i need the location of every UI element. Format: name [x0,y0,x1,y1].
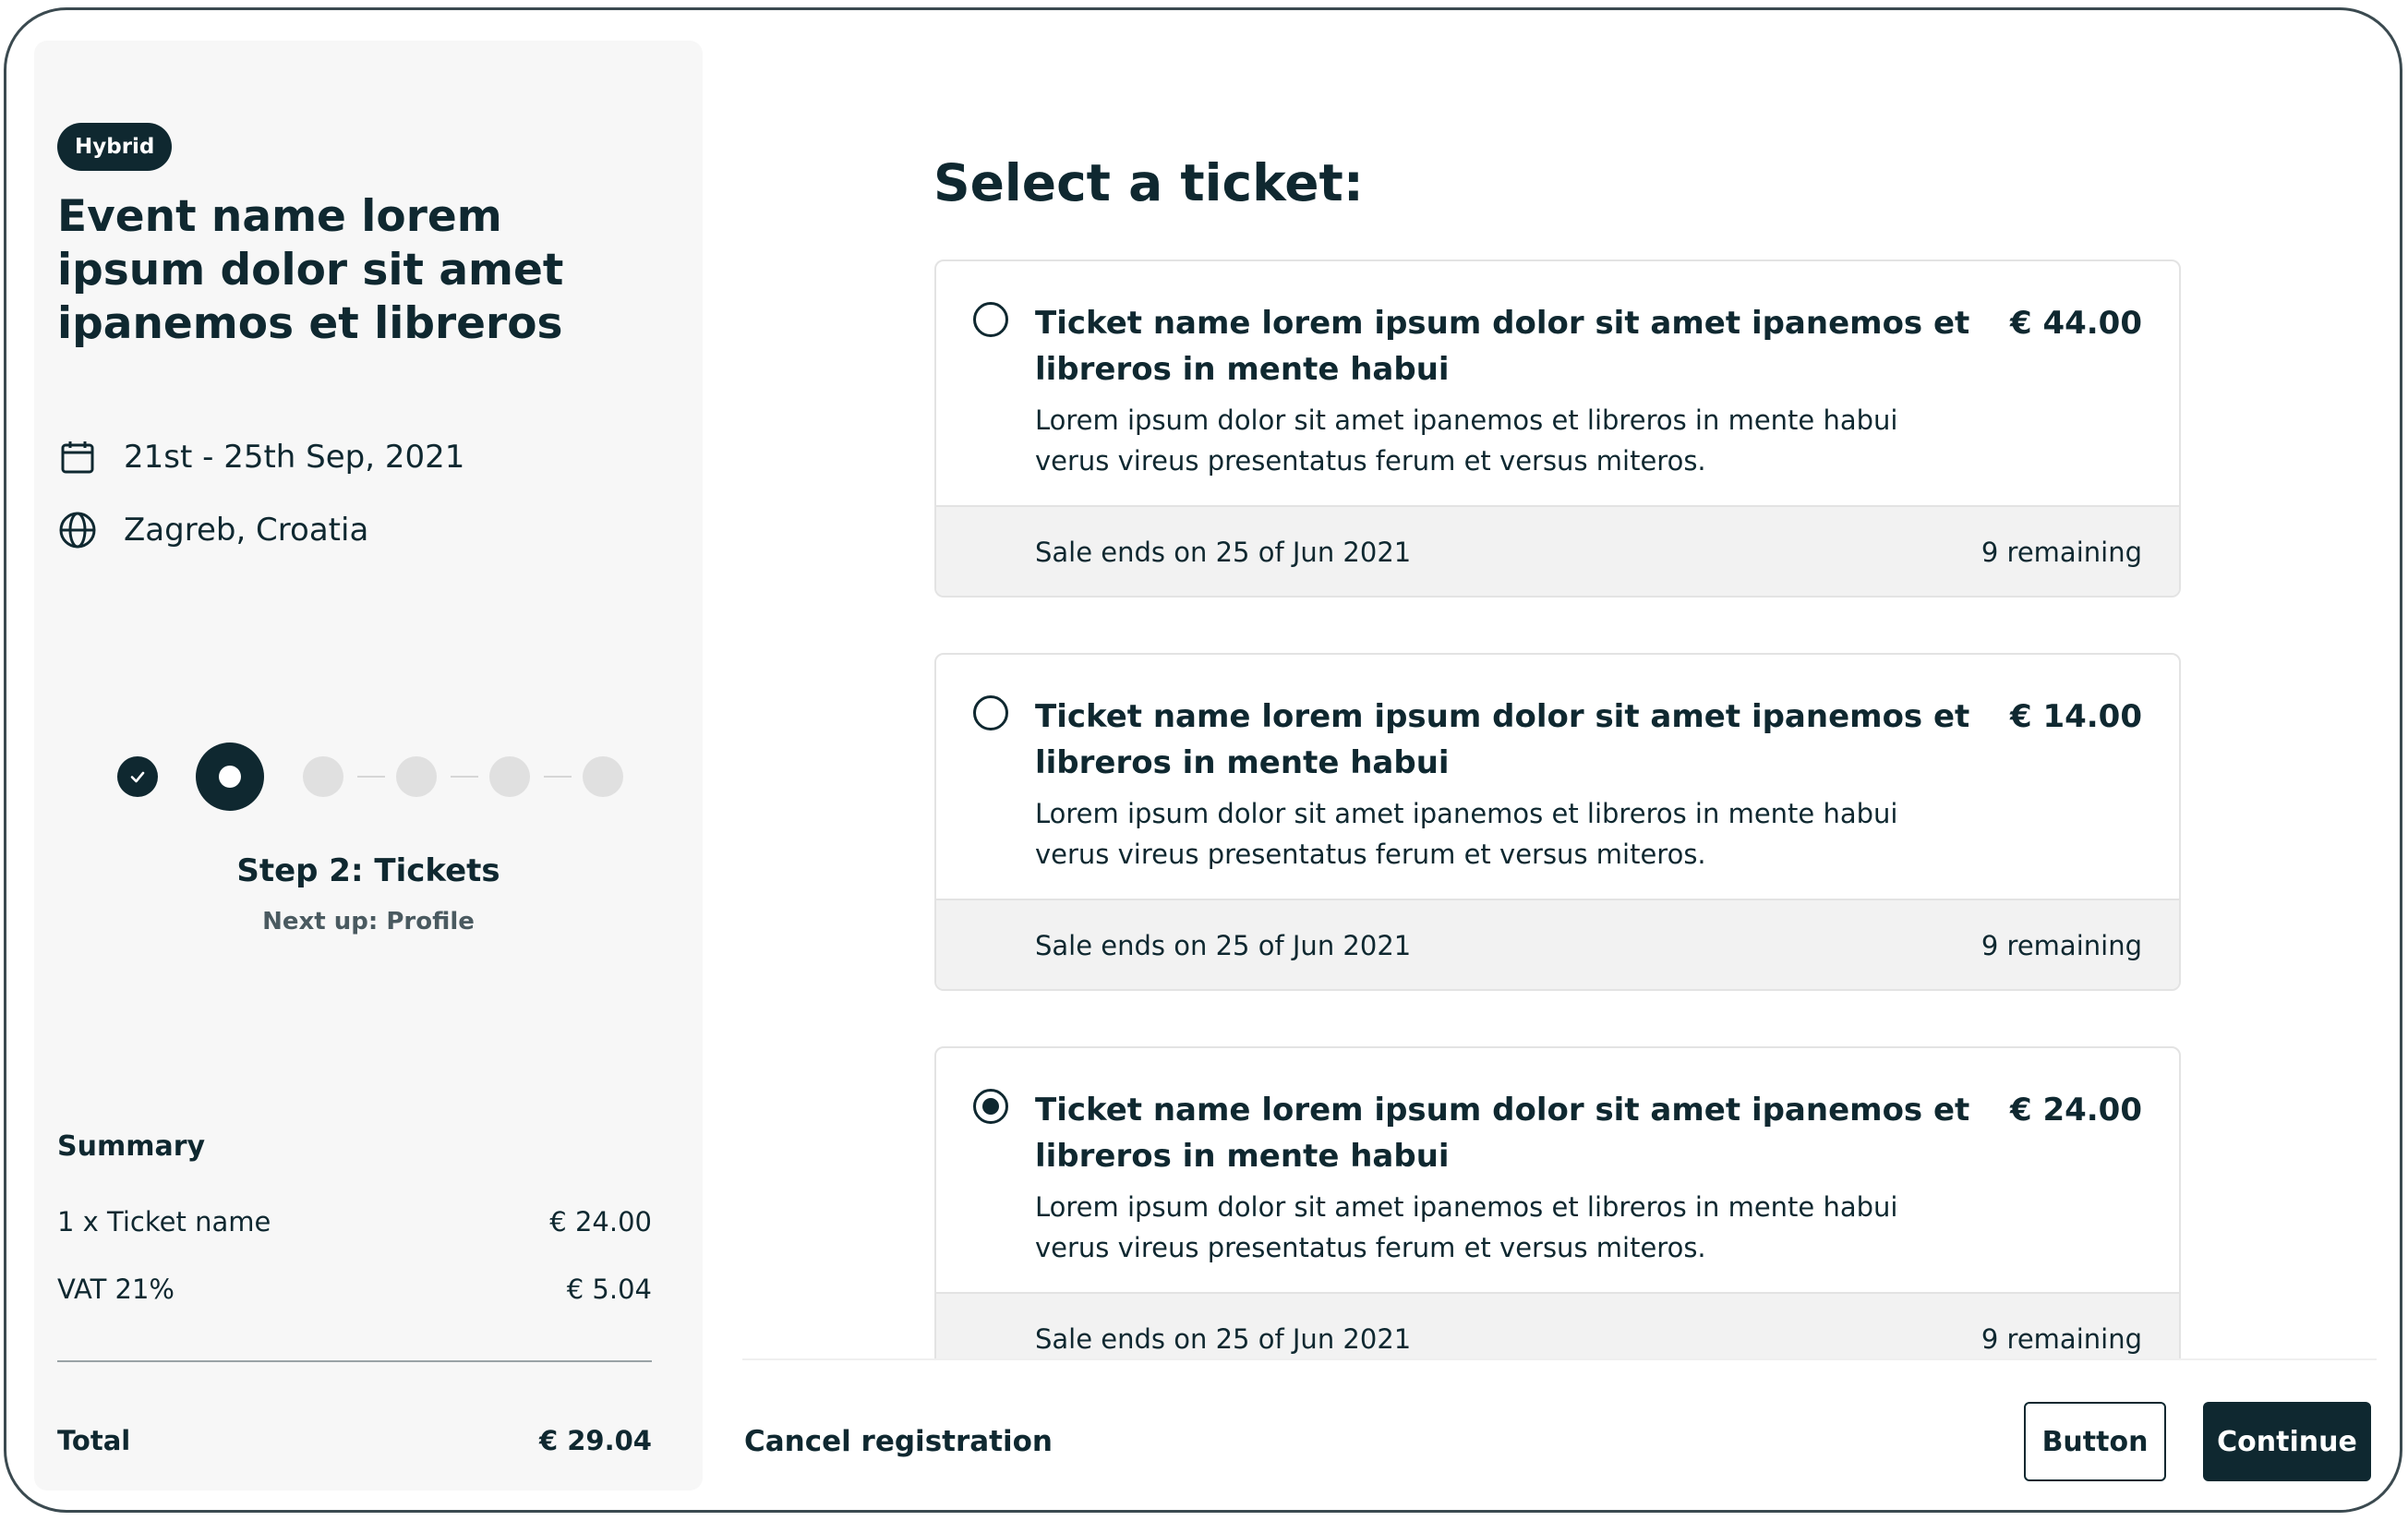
ticket-card-selected[interactable] [934,1046,2181,1384]
event-date: 21st - 25th Sep, 2021 [124,439,465,476]
action-bar [742,1358,2377,1513]
ticket-price: € 44.00 [2009,305,2142,342]
calendar-icon [57,437,98,477]
line-item-label: 1 x Ticket name [57,1206,271,1237]
event-type-badge: Hybrid [57,123,172,171]
remaining-count: 9 remaining [1981,537,2142,568]
ticket-price: € 14.00 [2009,698,2142,735]
cancel-registration-link[interactable]: Cancel registration [744,1425,1053,1458]
progress-stepper [86,740,640,814]
step-3 [303,756,343,797]
check-icon [127,767,148,787]
current-step-title: Step 2: Tickets [236,852,500,889]
next-step-label: Next up: Profile [262,908,475,936]
sale-ends: Sale ends on 25 of Jun 2021 [1035,1323,1412,1355]
step-2-current [196,742,264,811]
remaining-count: 9 remaining [1981,930,2142,961]
sale-ends: Sale ends on 25 of Jun 2021 [1035,537,1412,568]
ticket-sale-info [936,899,2179,991]
ticket-name: Ticket name lorem ipsum dolor sit amet ipanemos et libreros in mente habui [1035,698,1970,781]
ticket-name: Ticket name lorem ipsum dolor sit amet ipanemos et libreros in mente habui [1035,1092,1970,1175]
total-value: € 29.04 [538,1425,652,1456]
step-4 [396,756,437,797]
summary-vat [57,1274,652,1305]
ticket-section-title: Select a ticket: [933,153,1364,212]
vat-label: VAT 21% [57,1274,175,1305]
continue-button[interactable]: Continue [2203,1402,2371,1481]
ticket-description: Lorem ipsum dolor sit amet ipanemos et libreros in mente habui verus vireus presentatus ferum et versus miteros. [1035,1191,1898,1263]
ticket-card[interactable] [934,260,2181,598]
summary-line-item [57,1206,652,1237]
ticket-name: Ticket name lorem ipsum dolor sit amet ipanemos et libreros in mente habui [1035,305,1970,388]
ticket-radio[interactable] [973,695,1008,730]
ticket-sale-info [936,505,2179,598]
summary-title: Summary [57,1130,206,1163]
line-item-value: € 24.00 [549,1206,652,1237]
vat-value: € 5.04 [566,1274,652,1305]
step-connector [544,776,572,778]
step-6 [583,756,623,797]
step-connector [451,776,478,778]
ticket-price: € 24.00 [2009,1092,2142,1129]
app-window [4,7,2402,1513]
event-location-row [57,510,368,550]
remaining-count: 9 remaining [1981,1323,2142,1355]
event-date-row [57,437,464,477]
event-title: Event name lorem ipsum dolor sit amet ipanemos et libreros [57,191,564,349]
ticket-radio-selected[interactable] [973,1089,1008,1124]
step-5 [489,756,530,797]
event-location: Zagreb, Croatia [124,512,369,549]
summary-total [57,1425,652,1456]
ticket-radio[interactable] [973,302,1008,337]
summary-divider [57,1360,652,1362]
globe-icon [57,510,98,550]
sale-ends: Sale ends on 25 of Jun 2021 [1035,930,1412,961]
ticket-description: Lorem ipsum dolor sit amet ipanemos et libreros in mente habui verus vireus presentatus ferum et versus miteros. [1035,798,1898,870]
ticket-description: Lorem ipsum dolor sit amet ipanemos et libreros in mente habui verus vireus presentatus ferum et versus miteros. [1035,404,1898,477]
step-connector [357,776,385,778]
secondary-button[interactable]: Button [2024,1402,2166,1481]
step-1-completed [117,756,158,797]
ticket-card[interactable] [934,653,2181,991]
total-label: Total [57,1425,131,1456]
